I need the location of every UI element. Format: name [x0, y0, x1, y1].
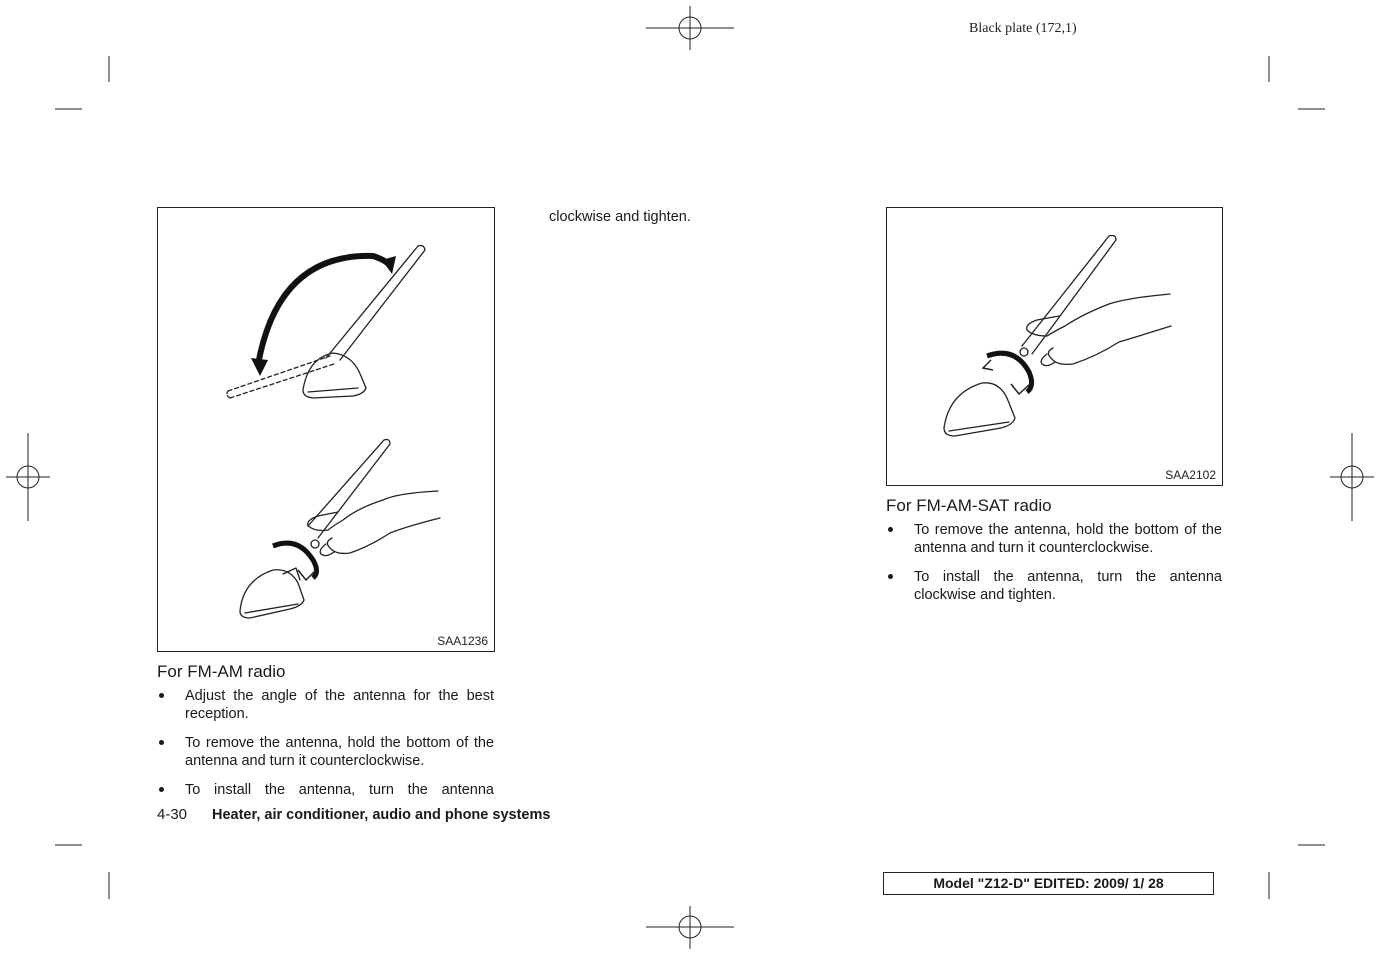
bullet-dot [888, 574, 893, 579]
plate-label: Black plate (172,1) [969, 21, 1077, 36]
bullet-dot [159, 787, 164, 792]
section-heading-fm-am: For FM-AM radio [157, 662, 286, 681]
figure-code: SAA1236 [437, 634, 488, 648]
list-item: To remove the antenna, hold the bottom of the antenna and turn it counterclockwise. [157, 734, 494, 770]
page-number: 4-30 [157, 806, 188, 823]
list-item: To install the antenna, turn the antenna clockwise and tighten. [886, 568, 1222, 604]
figure-fm-am-sat-antenna [886, 207, 1223, 486]
list-item: To remove the antenna, hold the bottom of the antenna and turn it counterclockwise. [886, 521, 1222, 557]
model-edited-box: Model "Z12-D" EDITED: 2009/ 1/ 28 [883, 872, 1214, 895]
bullet-dot [159, 693, 164, 698]
figure-fm-am-antenna [157, 207, 495, 652]
bullet-list-fm-am [157, 687, 494, 810]
bullet-dot [888, 527, 893, 532]
antenna-sat-illustration [887, 208, 1222, 485]
section-title: Heater, air conditioner, audio and phone systems [212, 807, 551, 823]
bullet-dot [159, 740, 164, 745]
figure-code: SAA2102 [1165, 468, 1216, 482]
antenna-illustration [158, 208, 494, 651]
bullet-list-fm-am-sat [886, 521, 1222, 615]
list-item: To install the antenna, turn the antenna [157, 781, 494, 799]
section-heading-fm-am-sat: For FM-AM-SAT radio [886, 496, 1052, 515]
list-item: Adjust the angle of the antenna for the best reception. [157, 687, 494, 723]
continued-text: clockwise and tighten. [549, 209, 691, 225]
